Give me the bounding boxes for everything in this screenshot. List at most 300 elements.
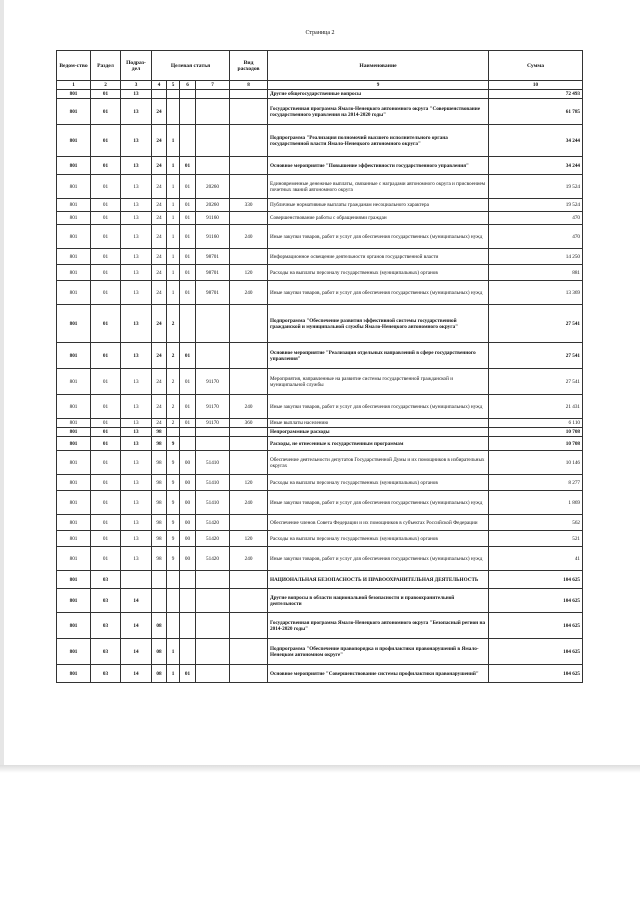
cell-vedom: 801 (57, 571, 91, 589)
cell-razdel: 01 (91, 515, 121, 531)
cell-cs3: 01 (180, 249, 196, 265)
table-row (57, 665, 583, 683)
cell-sum: 1 869 (489, 491, 583, 515)
cell-cs3 (180, 125, 196, 157)
cell-name: Обеспечение деятельности депутатов Государственной Думы и их помощников в избирательных округах (268, 451, 489, 475)
cell-razdel: 01 (91, 395, 121, 419)
cell-podrazdel: 13 (121, 395, 152, 419)
cell-podrazdel: 13 (121, 437, 152, 451)
cell-name: Государственная программа Ямало-Ненецкого автономного округа "Безопасный регион на 2014-2020 годы" (268, 613, 489, 639)
cell-cs1: 08 (152, 613, 167, 639)
table-row (57, 515, 583, 531)
cell-cs4 (196, 613, 230, 639)
cell-cs2: 1 (167, 157, 180, 175)
cell-sum: 13 369 (489, 281, 583, 305)
cell-name: Иные закупки товаров, работ и услуг для обеспечения государственных (муниципальных) нужд (268, 225, 489, 249)
header-sum: Сумма (489, 51, 583, 81)
cell-podrazdel: 13 (121, 281, 152, 305)
cell-podrazdel: 13 (121, 475, 152, 491)
cell-sum: 14 250 (489, 249, 583, 265)
cell-razdel: 01 (91, 491, 121, 515)
cell-cs3: 01 (180, 395, 196, 419)
cell-cs3: 01 (180, 265, 196, 281)
cell-name: Обеспечение членов Совета Федерации и их помощников в субъектах Российской Федерации (268, 515, 489, 531)
cell-cs3 (180, 589, 196, 613)
cell-cs4: 98701 (196, 281, 230, 305)
cell-podrazdel: 13 (121, 125, 152, 157)
col-number: 1 (57, 81, 91, 90)
table-row (57, 199, 583, 212)
cell-cs1 (152, 90, 167, 99)
cell-cs1: 24 (152, 305, 167, 343)
cell-vid: 120 (230, 475, 268, 491)
cell-sum: 27 541 (489, 343, 583, 369)
cell-cs2: 1 (167, 265, 180, 281)
cell-podrazdel: 13 (121, 99, 152, 125)
cell-vid (230, 571, 268, 589)
cell-cs1: 24 (152, 225, 167, 249)
cell-razdel: 01 (91, 419, 121, 428)
cell-vedom: 801 (57, 249, 91, 265)
page-edge-shadow (0, 0, 4, 770)
cell-sum: 34 244 (489, 125, 583, 157)
cell-cs3 (180, 305, 196, 343)
page-label: Страница 2 (305, 30, 335, 36)
table-row (57, 589, 583, 613)
cell-cs2 (167, 428, 180, 437)
table-body (57, 90, 583, 683)
cell-sum: 562 (489, 515, 583, 531)
cell-cs4: 91160 (196, 225, 230, 249)
cell-cs1: 24 (152, 212, 167, 225)
cell-cs1: 98 (152, 547, 167, 571)
cell-vid: 240 (230, 281, 268, 305)
cell-cs2: 1 (167, 199, 180, 212)
cell-vedom: 801 (57, 395, 91, 419)
cell-vedom: 801 (57, 281, 91, 305)
cell-sum: 104 625 (489, 589, 583, 613)
cell-podrazdel: 13 (121, 90, 152, 99)
cell-cs2 (167, 571, 180, 589)
cell-vid (230, 369, 268, 395)
cell-cs2: 1 (167, 249, 180, 265)
cell-cs4: 91170 (196, 395, 230, 419)
cell-cs1: 08 (152, 665, 167, 683)
cell-vedom: 801 (57, 419, 91, 428)
table-row (57, 491, 583, 515)
col-number: 7 (196, 81, 230, 90)
col-number: 6 (180, 81, 196, 90)
cell-razdel: 01 (91, 90, 121, 99)
cell-cs4 (196, 90, 230, 99)
cell-name: Другие общегосударственные вопросы (268, 90, 489, 99)
cell-podrazdel: 13 (121, 369, 152, 395)
cell-cs3: 01 (180, 343, 196, 369)
cell-cs3: 01 (180, 225, 196, 249)
cell-cs4: 51420 (196, 531, 230, 547)
cell-sum: 61 785 (489, 99, 583, 125)
cell-cs3 (180, 571, 196, 589)
table-row (57, 99, 583, 125)
table-row (57, 249, 583, 265)
table-row (57, 451, 583, 475)
cell-podrazdel: 13 (121, 451, 152, 475)
cell-cs3: 00 (180, 451, 196, 475)
cell-cs3 (180, 639, 196, 665)
table-row (57, 343, 583, 369)
cell-name: Единовременные денежные выплаты, связанные с наградами автономного округа и присвоением почетных званий автономного округа (268, 175, 489, 199)
cell-cs2 (167, 90, 180, 99)
header-celevaya: Целевая статья (152, 51, 230, 81)
cell-cs2 (167, 99, 180, 125)
cell-vedom: 801 (57, 199, 91, 212)
cell-cs1: 24 (152, 369, 167, 395)
cell-vedom: 801 (57, 547, 91, 571)
cell-podrazdel: 13 (121, 175, 152, 199)
cell-razdel: 01 (91, 199, 121, 212)
cell-razdel: 01 (91, 451, 121, 475)
table-row (57, 125, 583, 157)
cell-cs4: 91160 (196, 212, 230, 225)
cell-vid (230, 175, 268, 199)
table-row (57, 369, 583, 395)
cell-cs2: 9 (167, 437, 180, 451)
cell-cs2: 9 (167, 547, 180, 571)
cell-name: Подпрограмма "Реализация полномочий высшего исполнительного органа государственной власти Ямало-Ненецкого автономного округа" (268, 125, 489, 157)
cell-podrazdel: 13 (121, 225, 152, 249)
cell-cs3: 00 (180, 547, 196, 571)
cell-cs4 (196, 305, 230, 343)
cell-cs4: 51420 (196, 515, 230, 531)
header-podrazdel: Подраз-дел (121, 51, 152, 81)
cell-vid (230, 157, 268, 175)
table-row (57, 395, 583, 419)
cell-podrazdel: 13 (121, 515, 152, 531)
cell-sum: 72 493 (489, 90, 583, 99)
cell-vedom: 801 (57, 175, 91, 199)
cell-cs2: 2 (167, 305, 180, 343)
cell-razdel: 01 (91, 265, 121, 281)
cell-cs1: 24 (152, 199, 167, 212)
cell-vid (230, 305, 268, 343)
cell-podrazdel: 14 (121, 665, 152, 683)
cell-podrazdel: 13 (121, 428, 152, 437)
cell-razdel: 01 (91, 249, 121, 265)
cell-cs4 (196, 99, 230, 125)
cell-cs4: 98701 (196, 249, 230, 265)
cell-vid: 240 (230, 491, 268, 515)
cell-razdel: 03 (91, 665, 121, 683)
cell-sum: 34 244 (489, 157, 583, 175)
cell-vid (230, 428, 268, 437)
table-row (57, 571, 583, 589)
cell-podrazdel: 13 (121, 212, 152, 225)
table-row (57, 419, 583, 428)
cell-cs3: 01 (180, 665, 196, 683)
cell-cs3: 00 (180, 475, 196, 491)
cell-vedom: 801 (57, 451, 91, 475)
cell-cs3: 01 (180, 419, 196, 428)
cell-vid (230, 639, 268, 665)
cell-sum: 8 277 (489, 475, 583, 491)
header-vid: Вид расходов (230, 51, 268, 81)
cell-name: Расходы на выплаты персоналу государственных (муниципальных) органов (268, 265, 489, 281)
cell-cs3: 00 (180, 531, 196, 547)
cell-cs2: 1 (167, 212, 180, 225)
cell-name: Расходы, не отнесенные к государственным программам (268, 437, 489, 451)
cell-cs2: 1 (167, 281, 180, 305)
cell-name: Иные закупки товаров, работ и услуг для обеспечения государственных (муниципальных) нужд (268, 547, 489, 571)
cell-cs1: 24 (152, 249, 167, 265)
cell-vedom: 801 (57, 428, 91, 437)
cell-razdel: 01 (91, 369, 121, 395)
cell-cs3: 00 (180, 491, 196, 515)
cell-vedom: 801 (57, 125, 91, 157)
cell-cs4: 51410 (196, 475, 230, 491)
cell-podrazdel: 13 (121, 531, 152, 547)
cell-name: Другие вопросы в области национальной безопасности и правоохранительной деятельности (268, 589, 489, 613)
cell-vid (230, 515, 268, 531)
cell-vedom: 801 (57, 589, 91, 613)
cell-cs3: 01 (180, 199, 196, 212)
header-vedom: Ведом-ство (57, 51, 91, 81)
table-row (57, 437, 583, 451)
cell-name: Иные закупки товаров, работ и услуг для обеспечения государственных (муниципальных) нужд (268, 491, 489, 515)
cell-sum: 470 (489, 212, 583, 225)
cell-sum: 21 431 (489, 395, 583, 419)
cell-vid: 330 (230, 199, 268, 212)
cell-cs2: 9 (167, 515, 180, 531)
cell-podrazdel: 13 (121, 491, 152, 515)
cell-cs2: 2 (167, 419, 180, 428)
cell-sum: 104 625 (489, 665, 583, 683)
cell-cs3 (180, 437, 196, 451)
table-row (57, 613, 583, 639)
cell-name: Подпрограмма "Обеспечение правопорядка и профилактики правонарушений в Ямало-Ненецком автономном округе" (268, 639, 489, 665)
cell-sum: 6 110 (489, 419, 583, 428)
cell-razdel: 03 (91, 613, 121, 639)
table-row (57, 639, 583, 665)
cell-razdel: 03 (91, 639, 121, 665)
cell-cs4: 91170 (196, 419, 230, 428)
cell-podrazdel: 13 (121, 305, 152, 343)
cell-cs2: 9 (167, 491, 180, 515)
cell-cs4: 51410 (196, 451, 230, 475)
cell-sum: 10 146 (489, 451, 583, 475)
cell-cs2: 1 (167, 639, 180, 665)
cell-razdel: 01 (91, 281, 121, 305)
cell-name: Совершенствование работы с обращениями граждан (268, 212, 489, 225)
cell-cs2: 1 (167, 125, 180, 157)
cell-cs2: 9 (167, 531, 180, 547)
cell-vedom: 801 (57, 90, 91, 99)
cell-razdel: 01 (91, 343, 121, 369)
cell-sum: 104 625 (489, 613, 583, 639)
cell-cs1: 98 (152, 531, 167, 547)
cell-cs1: 98 (152, 437, 167, 451)
cell-cs1: 24 (152, 281, 167, 305)
cell-cs3: 00 (180, 515, 196, 531)
table-row (57, 428, 583, 437)
table-row (57, 475, 583, 491)
cell-cs3: 01 (180, 157, 196, 175)
cell-name: Мероприятия, направленные на развитие системы государственной гражданской и муниципальной службы (268, 369, 489, 395)
table-row (57, 531, 583, 547)
cell-name: Иные выплаты населению (268, 419, 489, 428)
cell-cs1: 98 (152, 491, 167, 515)
cell-vedom: 801 (57, 343, 91, 369)
cell-sum: 19 524 (489, 199, 583, 212)
cell-sum: 104 625 (489, 639, 583, 665)
cell-cs2 (167, 589, 180, 613)
cell-name: Расходы на выплаты персоналу государственных (муниципальных) органов (268, 531, 489, 547)
cell-cs1 (152, 589, 167, 613)
cell-cs3: 01 (180, 281, 196, 305)
header-name: Наименование (268, 51, 489, 81)
cell-cs4: 91170 (196, 369, 230, 395)
cell-razdel: 01 (91, 125, 121, 157)
cell-sum: 470 (489, 225, 583, 249)
col-number: 8 (230, 81, 268, 90)
cell-podrazdel: 13 (121, 249, 152, 265)
cell-vedom: 801 (57, 639, 91, 665)
cell-vedom: 801 (57, 369, 91, 395)
cell-cs3 (180, 90, 196, 99)
cell-name: Основное мероприятие "Совершенствование системы профилактики правонарушений" (268, 665, 489, 683)
cell-sum: 10 708 (489, 437, 583, 451)
cell-vid (230, 665, 268, 683)
cell-razdel: 01 (91, 99, 121, 125)
cell-cs1: 98 (152, 451, 167, 475)
cell-vid: 240 (230, 225, 268, 249)
budget-table (56, 50, 583, 683)
col-number: 9 (268, 81, 489, 90)
cell-cs1: 98 (152, 428, 167, 437)
cell-vedom: 801 (57, 212, 91, 225)
cell-cs4: 51410 (196, 491, 230, 515)
cell-vid (230, 125, 268, 157)
cell-cs4 (196, 571, 230, 589)
cell-cs4 (196, 157, 230, 175)
cell-name: Непрограммные расходы (268, 428, 489, 437)
cell-cs4 (196, 437, 230, 451)
cell-sum: 41 (489, 547, 583, 571)
cell-razdel: 01 (91, 531, 121, 547)
cell-vid (230, 212, 268, 225)
cell-podrazdel: 14 (121, 589, 152, 613)
cell-name: Информационное освещение деятельности органов государственной власти (268, 249, 489, 265)
cell-cs3 (180, 99, 196, 125)
col-number: 5 (167, 81, 180, 90)
cell-vedom: 801 (57, 225, 91, 249)
cell-podrazdel: 13 (121, 343, 152, 369)
cell-razdel: 01 (91, 475, 121, 491)
page-bottom-edge (0, 765, 640, 773)
cell-vid (230, 613, 268, 639)
cell-vid (230, 437, 268, 451)
cell-vid (230, 90, 268, 99)
cell-cs4 (196, 639, 230, 665)
cell-vedom: 801 (57, 265, 91, 281)
cell-cs1: 98 (152, 475, 167, 491)
cell-cs1: 24 (152, 157, 167, 175)
table-row (57, 90, 583, 99)
cell-cs4 (196, 125, 230, 157)
table-row (57, 305, 583, 343)
cell-cs1: 98 (152, 515, 167, 531)
cell-vedom: 801 (57, 99, 91, 125)
cell-cs1: 24 (152, 395, 167, 419)
cell-razdel: 01 (91, 225, 121, 249)
cell-razdel: 01 (91, 437, 121, 451)
cell-sum: 104 625 (489, 571, 583, 589)
header-razdel: Раздел (91, 51, 121, 81)
cell-cs1: 24 (152, 419, 167, 428)
cell-podrazdel (121, 571, 152, 589)
cell-razdel: 01 (91, 157, 121, 175)
cell-cs4 (196, 665, 230, 683)
cell-cs4 (196, 589, 230, 613)
cell-cs1: 08 (152, 639, 167, 665)
cell-cs4: 98701 (196, 265, 230, 281)
cell-cs1: 24 (152, 125, 167, 157)
cell-podrazdel: 14 (121, 639, 152, 665)
cell-vid (230, 343, 268, 369)
col-number: 10 (489, 81, 583, 90)
cell-vedom: 801 (57, 531, 91, 547)
col-number: 4 (152, 81, 167, 90)
cell-sum: 27 541 (489, 305, 583, 343)
cell-vid (230, 99, 268, 125)
table-row (57, 547, 583, 571)
cell-cs3 (180, 613, 196, 639)
cell-razdel: 01 (91, 547, 121, 571)
cell-cs2: 9 (167, 475, 180, 491)
cell-vedom: 801 (57, 665, 91, 683)
cell-razdel: 03 (91, 589, 121, 613)
cell-razdel: 01 (91, 428, 121, 437)
cell-name: Основное мероприятие "Реализация отдельных направлений в сфере государственного управления" (268, 343, 489, 369)
cell-razdel: 01 (91, 212, 121, 225)
cell-name: НАЦИОНАЛЬНАЯ БЕЗОПАСНОСТЬ И ПРАВООХРАНИТЕЛЬНАЯ ДЕЯТЕЛЬНОСТЬ (268, 571, 489, 589)
cell-cs2: 1 (167, 175, 180, 199)
cell-sum: 27 541 (489, 369, 583, 395)
cell-vedom: 801 (57, 437, 91, 451)
cell-cs1 (152, 571, 167, 589)
cell-vid: 120 (230, 531, 268, 547)
cell-podrazdel: 13 (121, 265, 152, 281)
cell-vedom: 801 (57, 305, 91, 343)
table-row (57, 265, 583, 281)
col-number: 2 (91, 81, 121, 90)
cell-cs2 (167, 613, 180, 639)
table-row (57, 281, 583, 305)
cell-cs3 (180, 428, 196, 437)
cell-cs1: 24 (152, 99, 167, 125)
cell-vedom: 801 (57, 491, 91, 515)
cell-vid: 120 (230, 265, 268, 281)
table-row (57, 175, 583, 199)
cell-vedom: 801 (57, 515, 91, 531)
cell-vedom: 801 (57, 157, 91, 175)
cell-cs2: 2 (167, 369, 180, 395)
cell-sum: 521 (489, 531, 583, 547)
cell-razdel: 01 (91, 175, 121, 199)
cell-name: Публичные нормативные выплаты гражданам несоциального характера (268, 199, 489, 212)
cell-cs2: 1 (167, 665, 180, 683)
cell-podrazdel: 13 (121, 199, 152, 212)
cell-name: Государственная программа Ямало-Ненецкого автономного округа "Совершенствование государственного управления на 2014-2020 годы" (268, 99, 489, 125)
